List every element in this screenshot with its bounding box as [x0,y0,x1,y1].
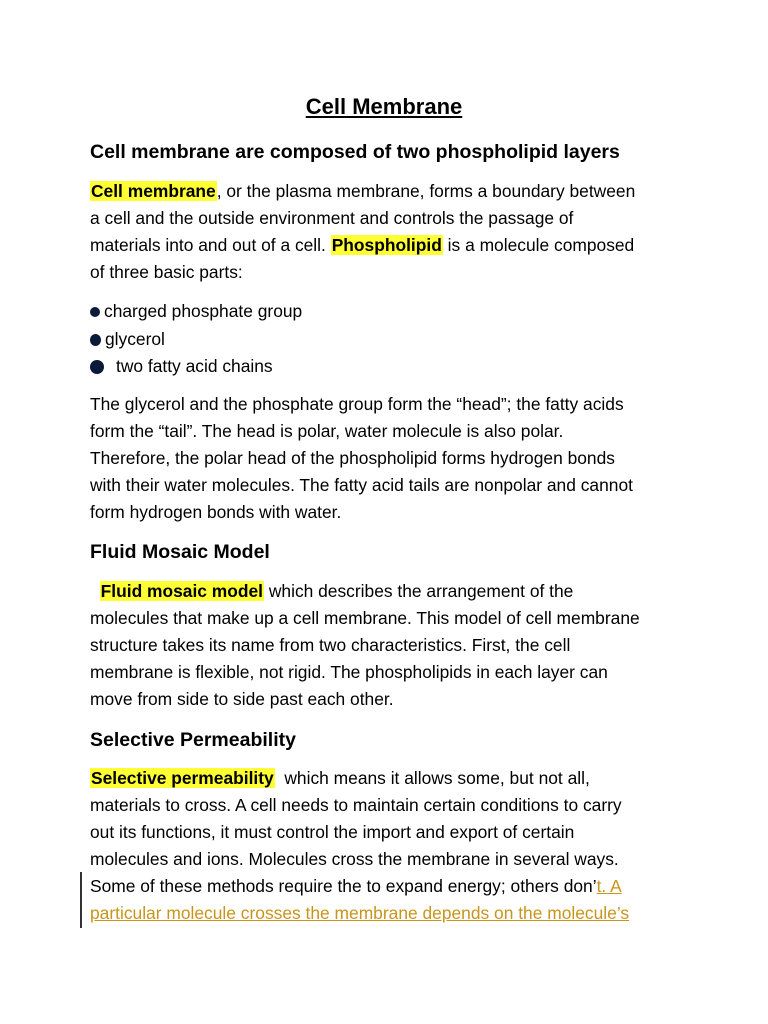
highlight-selective-permeability: Selective permeability [91,768,274,788]
text-span: which describes the arrangement of the [264,581,574,601]
tracked-change-insertion-line: particular molecule crosses the membrane depends on the molecule’s [90,903,630,923]
bullet-icon [90,334,101,346]
text-line: The glycerol and the phosphate group form the “head”; the fatty acids [90,394,624,414]
list-item [90,353,302,381]
text-line: move from side to side past each other. [90,689,394,709]
section-heading-fluid-mosaic: Fluid Mosaic Model [90,541,270,563]
highlight-fluid-mosaic-model: Fluid mosaic model [100,581,264,601]
text-line [90,765,690,792]
text-line: with their water molecules. The fatty acid tails are nonpolar and cannot [90,475,633,495]
tracked-change-insertion: t. A [596,876,622,896]
text-line [90,232,690,259]
change-bar-marker [80,872,82,928]
text-span: materials into and out of a cell. [90,235,331,255]
paragraph-fluid-mosaic [90,578,690,713]
paragraph-cell-membrane [90,178,690,286]
text-line [90,578,690,605]
text-line: out its functions, it must control the import and export of certain [90,822,575,842]
paragraph-selective-permeability [90,765,690,927]
text-line [90,178,690,205]
highlight-cell-membrane: Cell membrane [91,181,216,201]
section-heading-selective-permeability: Selective Permeability [90,729,296,751]
bullet-icon [90,307,100,317]
text-line: Therefore, the polar head of the phospholipid forms hydrogen bonds [90,448,615,468]
list-item [90,298,302,326]
list-item-label: two fatty acid chains [116,356,273,376]
text-span: , or the plasma membrane, forms a boundary between [216,181,636,201]
text-line: materials to cross. A cell needs to maintain certain conditions to carry [90,795,622,815]
text-line: form hydrogen bonds with water. [90,502,342,522]
text-span: is a molecule composed [442,235,635,255]
text-line: of three basic parts: [90,262,243,282]
text-span: Some of these methods require the to expand energy; others don’ [90,876,597,896]
text-span: which means it allows some, but not all, [274,768,590,788]
text-line: molecules that make up a cell membrane. This model of cell membrane [90,608,640,628]
highlight-phospholipid: Phospholipid [331,235,442,255]
paragraph-head-tail [90,391,690,526]
text-line: form the “tail”. The head is polar, water molecule is also polar. [90,421,564,441]
bullet-icon [90,360,104,374]
text-line: molecules and ions. Molecules cross the membrane in several ways. [90,849,619,869]
list-item-label: charged phosphate group [104,301,303,321]
list-item-label: glycerol [105,328,165,349]
text-line [90,873,690,900]
list-item [90,326,302,354]
page-title: Cell Membrane [305,94,463,119]
text-line: structure takes its name from two characteristics. First, the cell [90,635,571,655]
text-line: membrane is flexible, not rigid. The phospholipids in each layer can [90,662,608,682]
section-heading-composition: Cell membrane are composed of two phospholipid layers [90,141,620,163]
phospholipid-parts-list [90,298,302,381]
text-line: a cell and the outside environment and controls the passage of [90,208,574,228]
